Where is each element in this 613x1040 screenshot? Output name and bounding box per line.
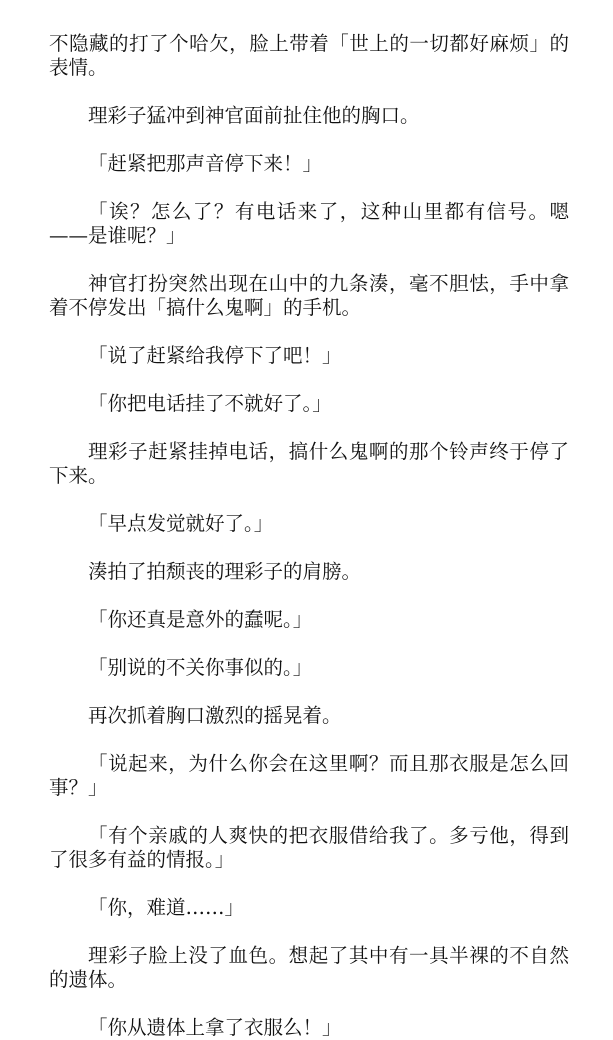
- paragraph: 「你把电话挂了不就好了。」: [88, 392, 332, 415]
- paragraph: 理彩子赶紧挂掉电话，搞什么鬼啊的那个铃声终于停了下来。: [49, 440, 569, 487]
- paragraph: 「诶？怎么了？有电话来了，这种山里都有信号。嗯——是谁呢？」: [49, 200, 569, 247]
- paragraph: 理彩子猛冲到神官面前扯住他的胸口。: [88, 104, 420, 127]
- paragraph: 理彩子脸上没了血色。想起了其中有一具半裸的不自然的遗体。: [49, 944, 569, 991]
- paragraph: 「说了赶紧给我停下了吧！」: [88, 344, 342, 367]
- paragraph: 再次抓着胸口激烈的摇晃着。: [88, 704, 342, 727]
- paragraph: 「你，难道……」: [88, 896, 245, 919]
- paragraph: 「有个亲戚的人爽快的把衣服借给我了。多亏他，得到了很多有益的情报。」: [49, 824, 569, 871]
- paragraph: 「说起来，为什么你会在这里啊？而且那衣服是怎么回事？」: [49, 752, 569, 799]
- paragraph: 「早点发觉就好了。」: [88, 512, 274, 535]
- paragraph: 「赶紧把那声音停下来！」: [88, 152, 323, 175]
- paragraph: 「你还真是意外的蠢呢。」: [88, 608, 313, 631]
- paragraph: 不隐藏的打了个哈欠，脸上带着「世上的一切都好麻烦」的表情。: [49, 32, 569, 79]
- paragraph: 神官打扮突然出现在山中的九条湊，毫不胆怯，手中拿着不停发出「搞什么鬼啊」的手机。: [49, 272, 569, 319]
- paragraph: 「你从遗体上拿了衣服么！」: [88, 1016, 342, 1039]
- paragraph: 湊拍了拍颓丧的理彩子的肩膀。: [88, 560, 362, 583]
- paragraph: 「别说的不关你事似的。」: [88, 656, 313, 679]
